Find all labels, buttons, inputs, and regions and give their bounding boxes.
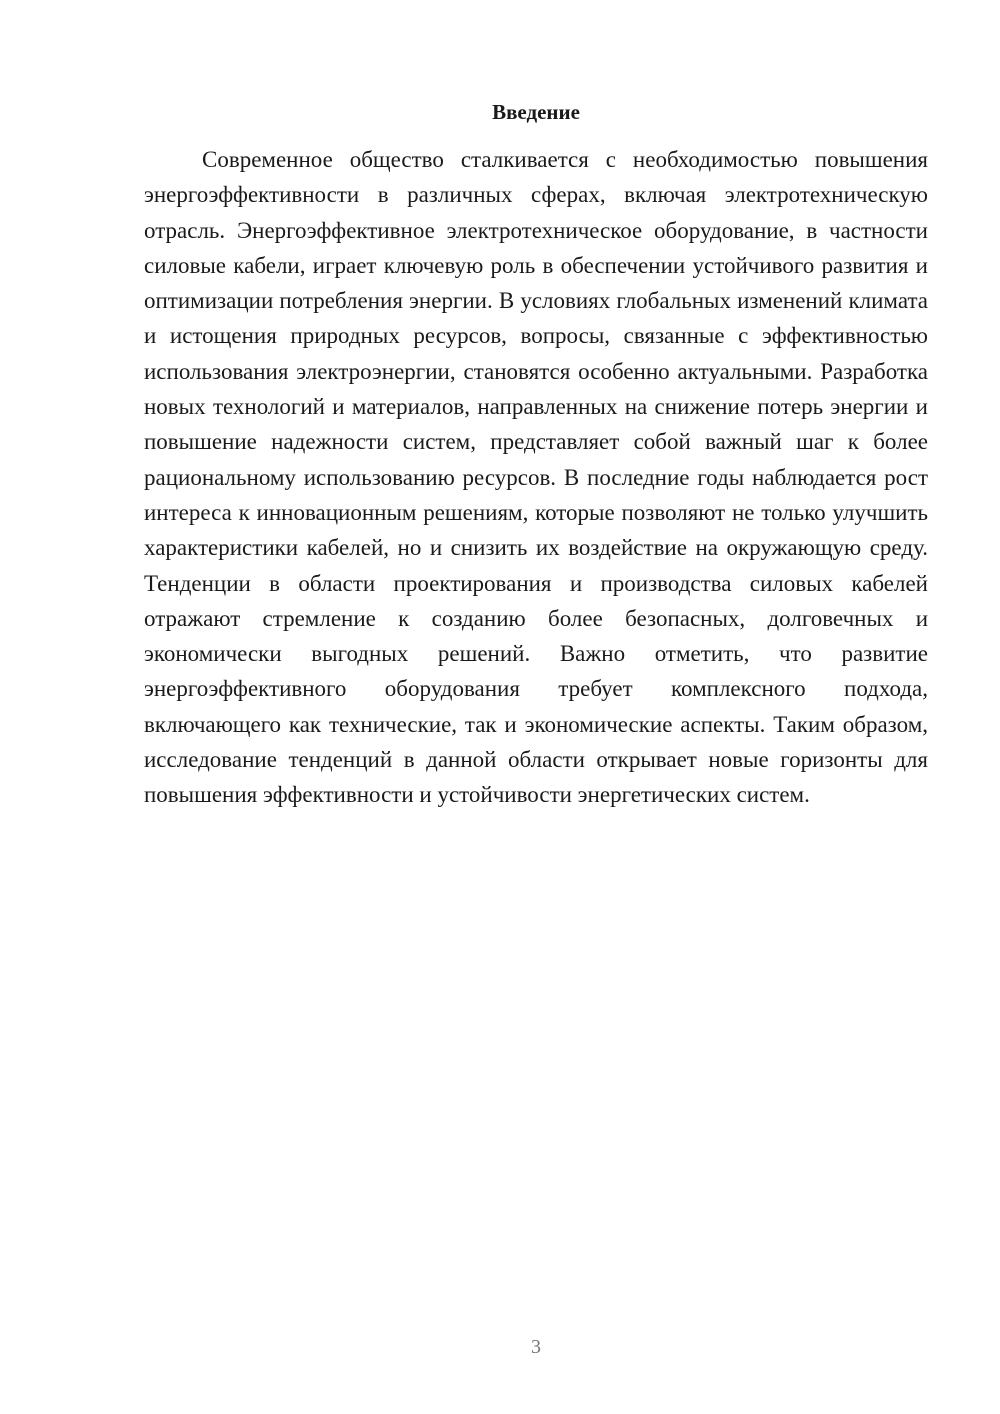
- page-number: 3: [531, 1336, 541, 1358]
- body-paragraph: Современное общество сталкивается с необходимостью повышения энергоэффективности в различных сферах, включая электротехническую отрасль. Энергоэффективное электротехническое оборудование, в частности силовые кабели, играет ключевую роль в обеспечении устойчивого развития и оптимизации потребления энергии. В условиях глобальных изменений климата и истощения природных ресурсов, вопросы, связанные с эффективностью использования электроэнергии, становятся особенно актуальными. Разработка новых технологий и материалов, направленных на снижение потерь энергии и повышение надежности систем, представляет собой важный шаг к более рациональному использованию ресурсов. В последние годы наблюдается рост интереса к инновационным решениям, которые позволяют не только улучшить характеристики кабелей, но и снизить их воздействие на окружающую среду. Тенденции в области проектирования и производства силовых кабелей отражают стремление к созданию более безопасных, долговечных и экономически выгодных решений. Важно отметить, что развитие энергоэффективного оборудования требует комплексного подхода, включающего как технические, так и экономические аспекты. Таким образом, исследование тенденций в данной области открывает новые горизонты для повышения эффективности и устойчивости энергетических систем.: [144, 147, 928, 808]
- section-title: Введение: [492, 100, 580, 124]
